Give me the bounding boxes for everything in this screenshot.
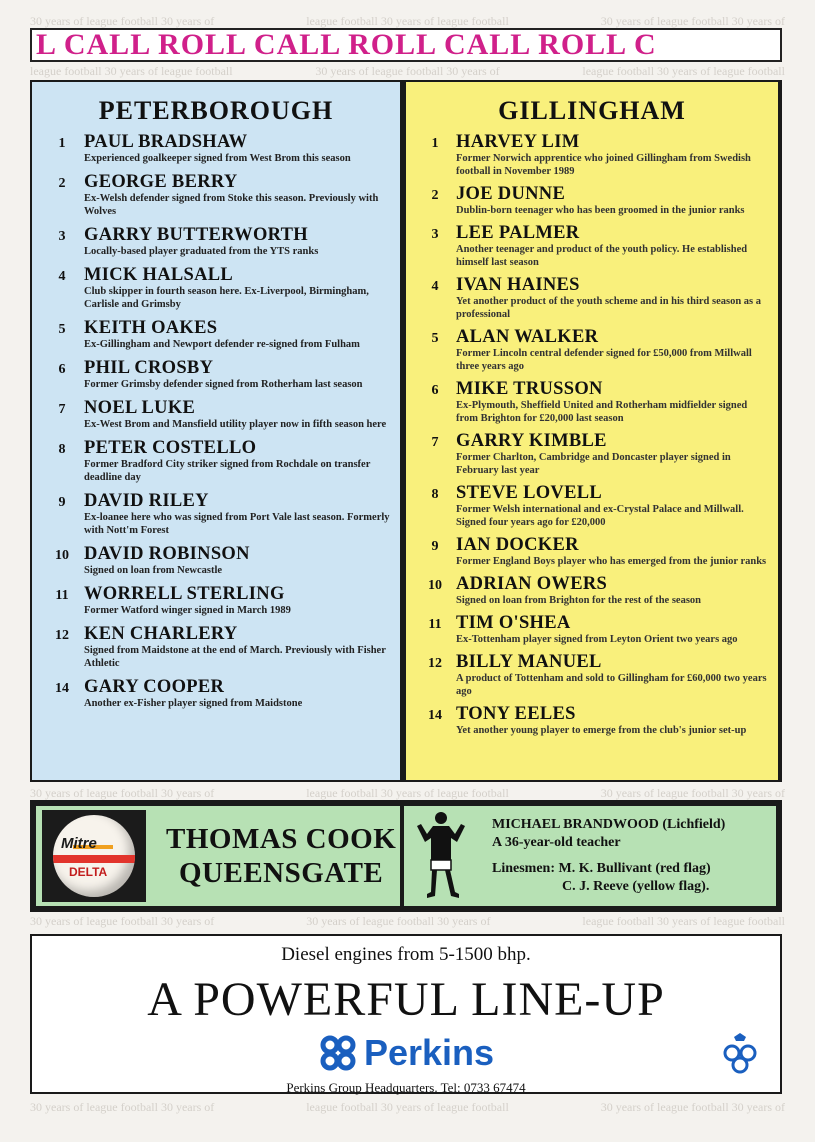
squad-number: 6 — [431, 383, 439, 398]
ball-stripe — [53, 855, 135, 863]
player-entry — [414, 652, 770, 698]
squad-number: 12 — [55, 628, 69, 643]
player-description: Former Charlton, Cambridge and Doncaster player signed in February last year — [456, 452, 731, 476]
peterborough-panel — [32, 82, 400, 780]
roll-call-banner — [30, 28, 782, 62]
player-info — [456, 574, 770, 607]
player-entry — [40, 172, 392, 218]
player-description: Yet another product of the youth scheme and in his third season as a professional — [456, 296, 762, 320]
squad-number: 1 — [431, 136, 439, 151]
player-description: Former Grimsby defender signed from Rotherham last season — [84, 379, 363, 390]
gillingham-panel — [406, 82, 778, 780]
player-entry — [40, 544, 392, 577]
player-name: MICK HALSALL — [84, 265, 234, 285]
football-icon — [53, 815, 135, 897]
perkins-advert — [30, 934, 782, 1094]
watermark-text: league football 30 years of league football — [582, 914, 785, 928]
player-description: Signed on loan from Newcastle — [84, 565, 223, 576]
player-info — [456, 613, 770, 646]
advert-hq-contact: Perkins Group Headquarters. Tel: 0733 67474 — [286, 1080, 526, 1095]
squad-number: 9 — [431, 539, 439, 554]
player-info — [84, 624, 392, 670]
squad-number: 1 — [58, 136, 66, 151]
player-info — [456, 223, 770, 269]
player-name: ALAN WALKER — [456, 327, 599, 347]
player-info — [84, 398, 392, 431]
player-info — [84, 172, 392, 218]
player-description: Former England Boys player who has emerged from the junior ranks — [456, 556, 767, 567]
player-name: IAN DOCKER — [456, 535, 579, 555]
player-description: Former Bradford City striker signed from Rochdale on transfer deadline day — [84, 459, 371, 483]
player-description: Another ex-Fisher player signed from Maidstone — [84, 698, 303, 709]
player-entry — [414, 574, 770, 607]
team-name-peterborough: PETERBOROUGH — [98, 96, 334, 125]
team-name-gillingham: GILLINGHAM — [498, 96, 686, 125]
player-name: KEITH OAKES — [84, 318, 218, 338]
player-name: HARVEY LIM — [456, 132, 580, 152]
player-info — [84, 544, 392, 577]
player-name: PETER COSTELLO — [84, 438, 257, 458]
player-name: GARRY BUTTERWORTH — [84, 225, 308, 245]
player-name: IVAN HAINES — [456, 275, 580, 295]
player-info — [456, 379, 770, 425]
ball-brand: Mitre — [61, 835, 97, 852]
perkins-emblem-icon — [318, 1033, 358, 1073]
watermark-text: 30 years of league football 30 years of — [315, 64, 500, 78]
linesman-1: Linesmen: M. K. Bullivant (red flag) — [492, 861, 711, 876]
watermark-text: 30 years of league football 30 years of — [30, 786, 215, 800]
player-entry — [414, 275, 770, 321]
player-description: Ex-loanee here who was signed from Port Vale last season. Formerly with Nott'm Forest — [84, 512, 390, 536]
squad-number: 14 — [55, 681, 69, 696]
referee-details — [492, 816, 725, 896]
player-entry — [40, 358, 392, 391]
player-info — [84, 265, 392, 311]
player-info — [456, 327, 770, 373]
player-entry — [40, 318, 392, 351]
squad-number: 9 — [58, 495, 66, 510]
player-name: DAVID RILEY — [84, 491, 209, 511]
ball-model: DELTA — [69, 865, 108, 879]
player-info — [84, 225, 392, 258]
watermark-row-2 — [0, 64, 815, 80]
player-entry — [414, 535, 770, 568]
player-info — [456, 184, 770, 217]
player-description: Ex-Tottenham player signed from Leyton Orient two years ago — [456, 634, 738, 645]
squad-number: 10 — [428, 578, 442, 593]
player-info — [456, 652, 770, 698]
player-entry — [40, 398, 392, 431]
watermark-text: 30 years of league football 30 years of — [306, 914, 491, 928]
squad-number: 4 — [431, 279, 439, 294]
squad-number: 5 — [431, 331, 439, 346]
player-name: GEORGE BERRY — [84, 172, 238, 192]
perkins-logo — [32, 1032, 780, 1074]
watermark-text: 30 years of league football 30 years of — [30, 1100, 215, 1114]
player-name: ADRIAN OWERS — [456, 574, 608, 594]
player-name: PHIL CROSBY — [84, 358, 214, 378]
advert-headline: A POWERFUL LINE-UP — [147, 973, 665, 1026]
player-entry — [414, 132, 770, 178]
referee-silhouette-icon — [411, 808, 471, 904]
player-name: TONY EELES — [456, 704, 576, 724]
player-description: Ex-Gillingham and Newport defender re-signed from Fulham — [84, 339, 360, 350]
player-name: PAUL BRADSHAW — [84, 132, 248, 152]
match-ball-sponsor — [36, 806, 400, 906]
player-info — [84, 358, 392, 391]
squad-number: 6 — [58, 362, 66, 377]
linesman-2: C. J. Reeve (yellow flag). — [562, 879, 710, 894]
player-info — [84, 438, 392, 484]
squad-number: 11 — [428, 617, 442, 632]
advert-tagline: Diesel engines from 5-1500 bhp. — [281, 944, 531, 965]
player-info — [456, 275, 770, 321]
watermark-row-4 — [0, 914, 815, 930]
player-info — [456, 431, 770, 477]
player-entry — [414, 223, 770, 269]
player-description: Ex-West Brom and Mansfield utility player now in fifth season here — [84, 419, 387, 430]
player-entry — [414, 431, 770, 477]
player-info — [84, 132, 392, 165]
player-description: Signed on loan from Brighton for the rest of the season — [456, 595, 702, 606]
squad-number: 8 — [431, 487, 439, 502]
player-entry — [414, 327, 770, 373]
referee-figure-icon — [404, 806, 478, 906]
squad-number: 4 — [58, 269, 66, 284]
sponsor-line-2: QUEENSGATE — [178, 857, 384, 889]
player-description: Experienced goalkeeper signed from West Brom this season — [84, 153, 351, 164]
watermark-text: league football 30 years of league football — [30, 64, 233, 78]
player-name: JOE DUNNE — [456, 184, 566, 204]
watermark-text: league football 30 years of league football — [306, 14, 509, 28]
player-name: NOEL LUKE — [84, 398, 196, 418]
player-name: MIKE TRUSSON — [456, 379, 603, 399]
player-name: TIM O'SHEA — [456, 613, 571, 633]
player-description: Former Lincoln central defender signed for £50,000 from Millwall three years ago — [456, 348, 752, 372]
watermark-text: league football 30 years of league football — [306, 1100, 509, 1114]
perkins-wordmark: Perkins — [363, 1032, 495, 1073]
squad-number: 12 — [428, 656, 442, 671]
player-description: Ex-Plymouth, Sheffield United and Rotherham midfielder signed from Brighton for £20,000 last season — [456, 400, 748, 424]
player-description: Yet another young player to emerge from the club's junior set-up — [456, 725, 747, 736]
gillingham-player-list — [414, 132, 770, 737]
player-entry — [40, 265, 392, 311]
peterborough-player-list — [40, 132, 392, 710]
player-info — [456, 535, 770, 568]
squad-number: 2 — [431, 188, 439, 203]
player-name: STEVE LOVELL — [456, 483, 602, 503]
player-info — [84, 491, 392, 537]
player-info — [84, 318, 392, 351]
sponsor-name — [166, 822, 396, 890]
player-name: WORRELL STERLING — [84, 584, 285, 604]
watermark-text: 30 years of league football 30 years of — [600, 1100, 785, 1114]
player-info — [456, 704, 770, 737]
squad-number: 3 — [58, 229, 66, 244]
watermark-text: 30 years of league football 30 years of — [30, 914, 215, 928]
player-entry — [40, 677, 392, 710]
watermark-row-bottom — [0, 1100, 815, 1116]
player-entry — [40, 584, 392, 617]
player-description: A product of Tottenham and sold to Gillingham for £60,000 two years ago — [456, 673, 767, 697]
banner-text: L CALL ROLL CALL ROLL CALL ROLL C — [36, 28, 657, 61]
player-name: LEE PALMER — [456, 223, 580, 243]
queens-award-crest-icon — [720, 1033, 760, 1082]
player-description: Former Norwich apprentice who joined Gillingham from Swedish football in November 1989 — [456, 153, 751, 177]
watermark-text: league football 30 years of league football — [306, 786, 509, 800]
squad-number: 14 — [428, 708, 442, 723]
player-description: Dublin-born teenager who has been groomed in the junior ranks — [456, 205, 745, 216]
player-description: Former Welsh international and ex-Crystal Palace and Millwall. Signed four years ago for £20,000 — [456, 504, 744, 528]
player-description: Ex-Welsh defender signed from Stoke this season. Previously with Wolves — [84, 193, 379, 217]
player-name: GARY COOPER — [84, 677, 225, 697]
squad-number: 8 — [58, 442, 66, 457]
player-description: Club skipper in fourth season here. Ex-Liverpool, Birmingham, Carlisle and Grimsby — [84, 286, 369, 310]
watermark-text: 30 years of league football 30 years of — [30, 14, 215, 28]
player-name: DAVID ROBINSON — [84, 544, 250, 564]
player-description: Locally-based player graduated from the YTS ranks — [84, 246, 319, 257]
player-entry — [40, 132, 392, 165]
match-ball-image — [42, 810, 146, 902]
referee-panel — [404, 806, 776, 906]
player-info — [84, 677, 392, 710]
player-entry — [414, 184, 770, 217]
player-description: Signed from Maidstone at the end of March. Previously with Fisher Athletic — [84, 645, 386, 669]
squad-number: 10 — [55, 548, 69, 563]
player-entry — [40, 225, 392, 258]
player-entry — [414, 379, 770, 425]
player-name: GARRY KIMBLE — [456, 431, 607, 451]
player-entry — [40, 491, 392, 537]
watermark-text: league football 30 years of league football — [582, 64, 785, 78]
squad-lists — [30, 80, 782, 782]
player-name: KEN CHARLERY — [84, 624, 238, 644]
player-info — [456, 483, 770, 529]
squad-number: 3 — [431, 227, 439, 242]
player-info — [84, 584, 392, 617]
watermark-text: 30 years of league football 30 years of — [600, 14, 785, 28]
player-info — [456, 132, 770, 178]
referee-desc: A 36-year-old teacher — [492, 835, 621, 850]
player-entry — [40, 438, 392, 484]
sponsor-strip — [30, 800, 782, 912]
player-entry — [414, 704, 770, 737]
player-description: Former Watford winger signed in March 1989 — [84, 605, 291, 616]
player-entry — [414, 613, 770, 646]
squad-number: 7 — [58, 402, 66, 417]
player-description: Another teenager and product of the youth policy. He established himself last season — [456, 244, 748, 268]
referee-name: MICHAEL BRANDWOOD (Lichfield) — [492, 817, 726, 832]
squad-number: 7 — [431, 435, 439, 450]
squad-number: 5 — [58, 322, 66, 337]
player-entry — [414, 483, 770, 529]
squad-number: 2 — [58, 176, 66, 191]
squad-number: 11 — [55, 588, 69, 603]
player-entry — [40, 624, 392, 670]
watermark-text: 30 years of league football 30 years of — [600, 786, 785, 800]
player-name: BILLY MANUEL — [456, 652, 602, 672]
sponsor-line-1: THOMAS COOK — [166, 823, 397, 855]
